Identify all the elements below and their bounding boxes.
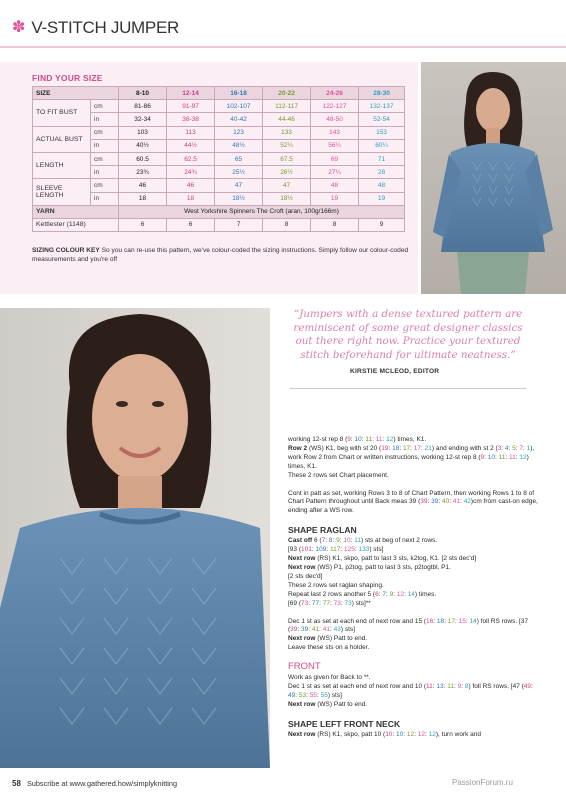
size-header-row bbox=[33, 87, 405, 100]
table-cell: 7 bbox=[215, 218, 263, 231]
yarn-row bbox=[33, 205, 405, 218]
table-cell: 48 bbox=[311, 179, 359, 192]
pattern-instructions bbox=[288, 436, 538, 749]
table-cell: 102-107 bbox=[215, 100, 263, 113]
measurement-label: SLEEVE LENGTH bbox=[33, 179, 91, 205]
table-row bbox=[33, 100, 405, 113]
table-cell: 56¼ bbox=[311, 139, 359, 152]
table-cell: 8 bbox=[263, 218, 311, 231]
kettlester-row bbox=[33, 218, 405, 231]
watermark: PassionForum.ru bbox=[452, 778, 513, 787]
table-cell: 18½ bbox=[215, 192, 263, 205]
dec-paragraph: Dec 1 st as set at each end of next row and 15 (16: 18: 17: 15: 14) foll RS rows. [37 (39: 39: 41: 41: 43) sts] Next row (WS) Patt to end. Leave these sts on a holder. bbox=[288, 617, 528, 652]
table-row bbox=[33, 152, 405, 165]
unit-label: in bbox=[91, 139, 119, 152]
table-cell: 6 bbox=[167, 218, 215, 231]
table-cell: 23¾ bbox=[119, 166, 167, 179]
size-header-cell: 16-18 bbox=[215, 87, 263, 100]
page-number: 58 bbox=[12, 779, 21, 788]
table-cell: 46 bbox=[167, 179, 215, 192]
page-title: V-STITCH JUMPER bbox=[31, 18, 179, 37]
quote-author: KIRSTIE MCLEOD, EDITOR bbox=[350, 368, 440, 375]
size-header-cell: 8-10 bbox=[119, 87, 167, 100]
colour-key-text: So you can re-use this pattern, we've colour-coded the sizing instructions. Simply follow our colour-coded measurements and you're off bbox=[32, 247, 409, 263]
front-heading: FRONT bbox=[288, 661, 321, 673]
table-cell: 69 bbox=[311, 152, 359, 165]
table-cell: 8 bbox=[311, 218, 359, 231]
table-cell: 36-38 bbox=[167, 113, 215, 126]
table-cell: 132-137 bbox=[359, 100, 405, 113]
unit-label: cm bbox=[91, 179, 119, 192]
page-footer bbox=[12, 779, 177, 788]
yarn-label: YARN bbox=[33, 205, 119, 218]
shape-raglan-paragraph: Cast off 6 (7: 8: 9: 10: 11) sts at beg of next 2 rows. [93 (101: 109: 117: 125: 133) sts] Next row (RS) K1, skpo, patt to last 3 sts, k2tog, K1. [2 sts dec'd] Next row (WS) P1, p2tog, patt to last 3 sts, p2togtbl, P1. [2 sts dec'd] These 2 rows set raglan shaping. Repeat last 2 rows another 5 (6: 7: 9: 12: 14) times. [69 (73: 77: 77: 73: 73) sts]** bbox=[288, 537, 477, 607]
table-cell: 18 bbox=[119, 192, 167, 205]
table-cell: 81-86 bbox=[119, 100, 167, 113]
yarn-value: West Yorkshire Spinners The Croft (aran, 100g/166m) bbox=[119, 205, 405, 218]
header-divider bbox=[0, 46, 566, 48]
table-cell: 60¼ bbox=[359, 139, 405, 152]
table-cell: 26½ bbox=[263, 166, 311, 179]
find-your-size-title: FIND YOUR SIZE bbox=[32, 73, 103, 83]
editor-quote: “Jumpers with a dense textured pattern are reminiscent of some great designer classics out there right now. Practice your textured stitch beforehand for ultimate neatness.” bbox=[293, 308, 523, 361]
table-cell: 48½ bbox=[215, 139, 263, 152]
chart-line-3: These 2 rows set Chart placement. bbox=[288, 471, 389, 479]
table-cell: 62.5 bbox=[167, 152, 215, 165]
table-cell: 40½ bbox=[119, 139, 167, 152]
table-cell: 143 bbox=[311, 126, 359, 139]
colour-key-title: SIZING COLOUR KEY bbox=[32, 247, 100, 254]
measurement-label: TO FIT BUST bbox=[33, 100, 91, 126]
measurement-label: LENGTH bbox=[33, 152, 91, 178]
table-row bbox=[33, 179, 405, 192]
table-cell: 122-127 bbox=[311, 100, 359, 113]
flower-icon: ✽ bbox=[12, 19, 26, 36]
shape-left-front-neck-heading: SHAPE LEFT FRONT NECK bbox=[288, 718, 401, 729]
measurement-label: ACTUAL BUST bbox=[33, 126, 91, 152]
quote-divider bbox=[290, 388, 526, 389]
table-cell: 24¾ bbox=[167, 166, 215, 179]
size-header-cell: 28-30 bbox=[359, 87, 405, 100]
table-cell: 52¼ bbox=[263, 139, 311, 152]
table-cell: 133 bbox=[263, 126, 311, 139]
size-header-label: SIZE bbox=[33, 87, 119, 100]
table-cell: 48-50 bbox=[311, 113, 359, 126]
unit-label: cm bbox=[91, 100, 119, 113]
table-cell: 113 bbox=[167, 126, 215, 139]
unit-label: cm bbox=[91, 152, 119, 165]
neck-paragraph: Next row (RS) K1, skpo, patt 10 (10: 10: 12: 12: 12), turn work and bbox=[288, 730, 482, 738]
table-cell: 19 bbox=[359, 192, 405, 205]
table-cell: 103 bbox=[119, 126, 167, 139]
table-cell: 28 bbox=[359, 166, 405, 179]
table-cell: 40-42 bbox=[215, 113, 263, 126]
page-header bbox=[12, 18, 179, 38]
table-cell: 153 bbox=[359, 126, 405, 139]
sizing-colour-key bbox=[32, 246, 412, 264]
table-cell: 60.5 bbox=[119, 152, 167, 165]
table-cell: 18 bbox=[167, 192, 215, 205]
table-row bbox=[33, 126, 405, 139]
size-header-cell: 12-14 bbox=[167, 87, 215, 100]
model-photo-main bbox=[0, 308, 270, 768]
unit-label: cm bbox=[91, 126, 119, 139]
table-cell: 48 bbox=[359, 179, 405, 192]
shape-raglan-heading: SHAPE RAGLAN bbox=[288, 525, 357, 536]
table-cell: 18½ bbox=[263, 192, 311, 205]
table-cell: 9 bbox=[359, 218, 405, 231]
model-photo-top bbox=[421, 62, 566, 294]
size-header-cell: 24-26 bbox=[311, 87, 359, 100]
table-cell: 91-97 bbox=[167, 100, 215, 113]
table-cell: 112-117 bbox=[263, 100, 311, 113]
chart-placement-paragraph bbox=[288, 436, 538, 481]
table-cell: 71 bbox=[359, 152, 405, 165]
table-cell: 46 bbox=[119, 179, 167, 192]
table-cell: 27¼ bbox=[311, 166, 359, 179]
table-cell: 67.5 bbox=[263, 152, 311, 165]
size-header-cell: 20-22 bbox=[263, 87, 311, 100]
unit-label: in bbox=[91, 113, 119, 126]
front-paragraph: Work as given for Back to **. Dec 1 st as set at each end of next row and 10 (11: 13: 11: 9: 8) foll RS rows. [47 (49: 49: 53: 55: 55) sts] Next row (WS) Patt to end. bbox=[288, 674, 533, 708]
subscribe-link[interactable]: Subscribe at www.gathered.how/simplyknitting bbox=[26, 779, 178, 788]
table-cell: 32-34 bbox=[119, 113, 167, 126]
table-cell: 19 bbox=[311, 192, 359, 205]
table-cell: 44-46 bbox=[263, 113, 311, 126]
cont-paragraph: Cont in patt as set, working Rows 3 to 8 of Chart Pattern, then working Rows 1 to 8 of Chart Pattern throughout until Back meas 39 (39: 39: 40: 41: 42)cm from cast-on edge, ending after a WS row. bbox=[288, 489, 538, 515]
table-cell: 6 bbox=[119, 218, 167, 231]
table-cell: 25½ bbox=[215, 166, 263, 179]
table-cell: 47 bbox=[215, 179, 263, 192]
table-cell: 47 bbox=[263, 179, 311, 192]
chart-line-1: working 12-st rep 8 (9: 10: 11: 11: 12) times, K1. bbox=[288, 436, 427, 443]
unit-label: in bbox=[91, 166, 119, 179]
table-cell: 65 bbox=[215, 152, 263, 165]
table-cell: 123 bbox=[215, 126, 263, 139]
table-cell: 52-54 bbox=[359, 113, 405, 126]
chart-line-2: Row 2 (WS) K1, beg with st 20 (19: 18: 17: 17: 21) and ending with st 2 (3: 4: 5: 7: 1), work Row 2 from Chart or written instructions, working 12-st rep 8 (9: 10: 11: 11: 12) times, K1. bbox=[288, 444, 535, 470]
size-table bbox=[32, 86, 405, 232]
unit-label: in bbox=[91, 192, 119, 205]
kettlester-label: Kettlester (1148) bbox=[33, 218, 119, 231]
table-cell: 44½ bbox=[167, 139, 215, 152]
